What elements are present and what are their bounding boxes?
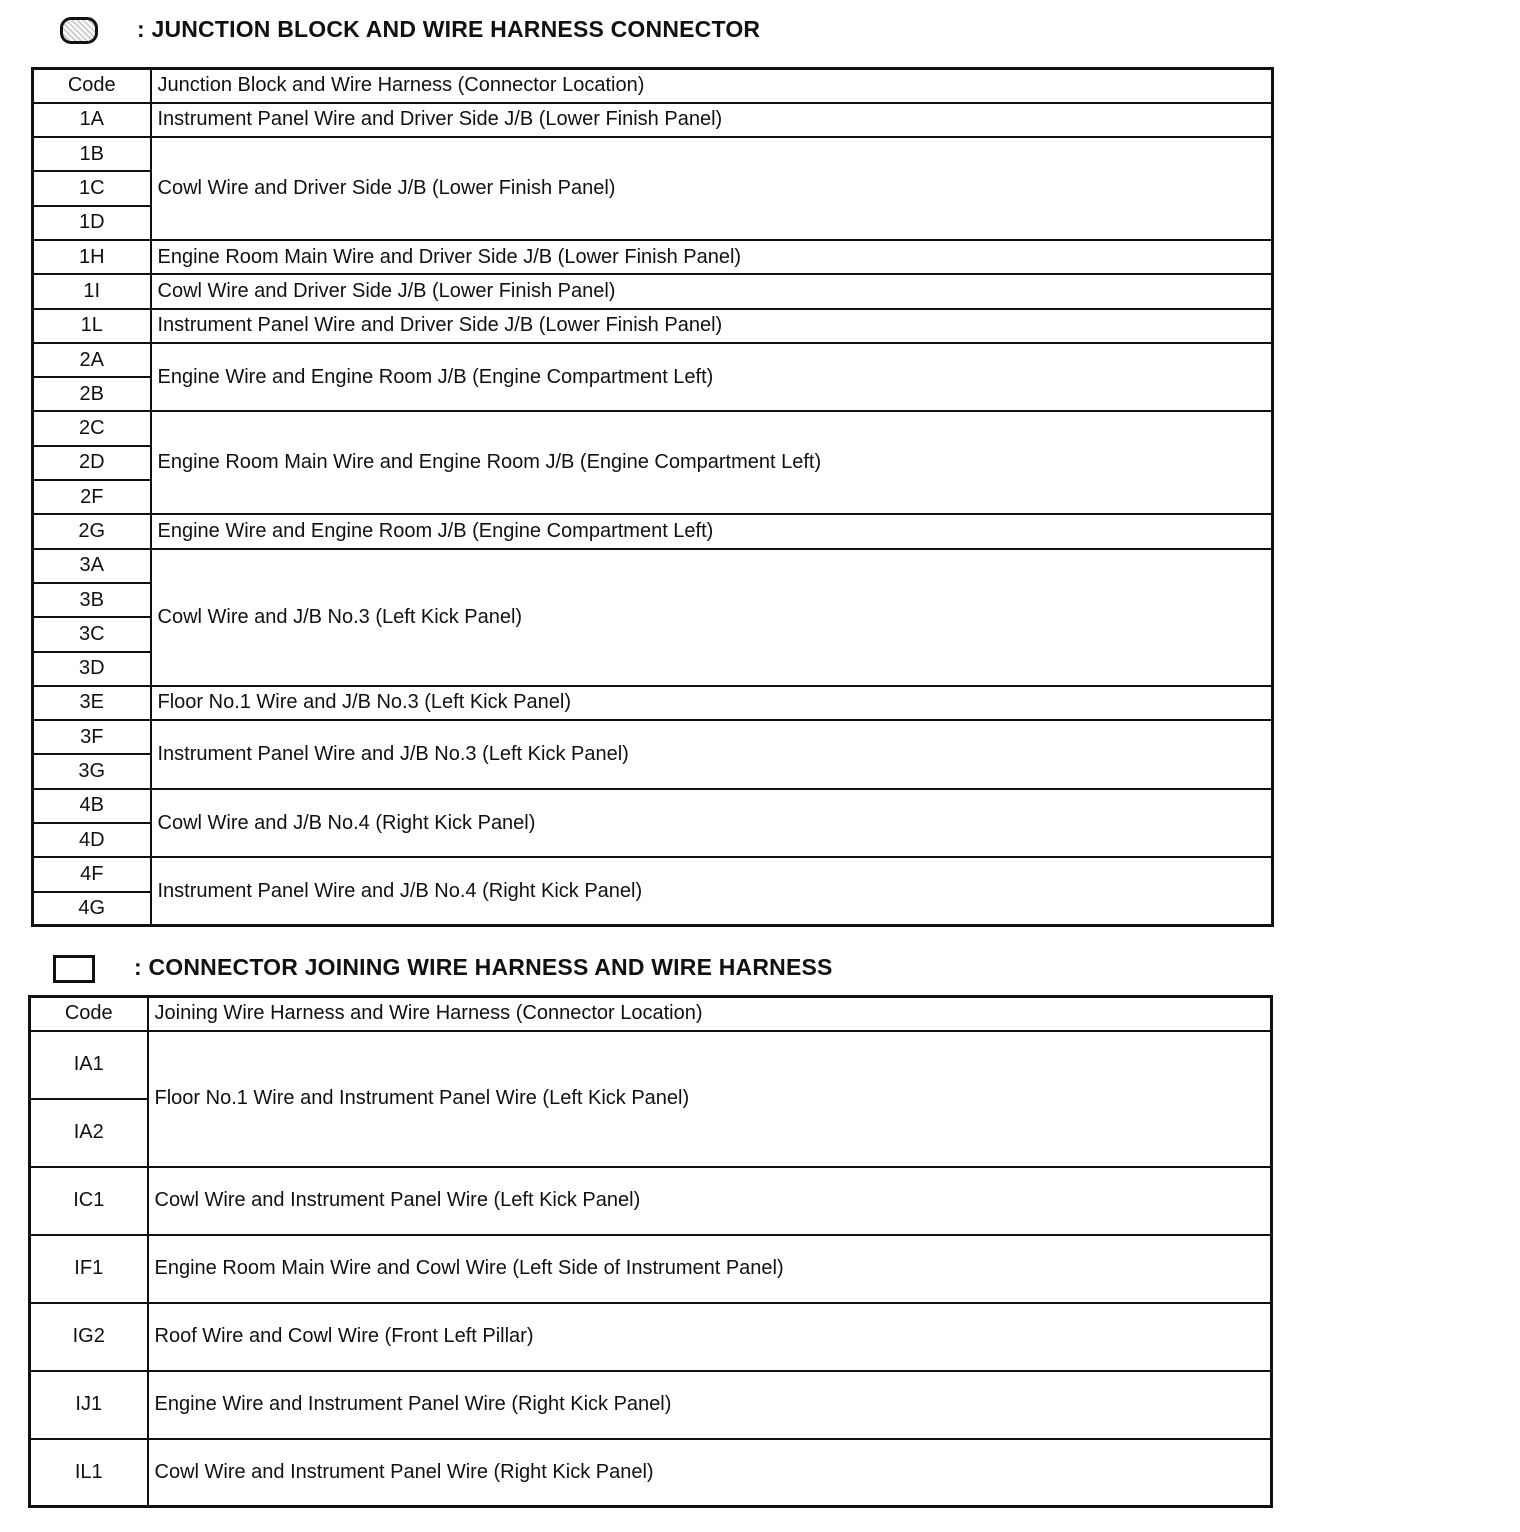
connector-code: IF1 — [30, 1235, 148, 1303]
connector-code: IA2 — [30, 1099, 148, 1167]
connector-location: Instrument Panel Wire and J/B No.3 (Left Kick Panel) — [151, 720, 1273, 789]
table-row — [33, 549, 1273, 583]
connector-code: 4F — [33, 857, 151, 891]
connector-section-title: : CONNECTOR JOINING WIRE HARNESS AND WIRE HARNESS — [134, 954, 833, 980]
connector-location: Engine Room Main Wire and Driver Side J/B (Lower Finish Panel) — [151, 240, 1273, 274]
connector-location: Cowl Wire and Instrument Panel Wire (Left Kick Panel) — [148, 1167, 1272, 1235]
connector-code: 1D — [33, 206, 151, 240]
connector-code: 2G — [33, 514, 151, 548]
connector-code: 3A — [33, 549, 151, 583]
code-column-header: Code — [30, 997, 148, 1031]
table-row — [30, 1031, 1272, 1099]
connector-location: Cowl Wire and Instrument Panel Wire (Right Kick Panel) — [148, 1439, 1272, 1507]
connector-code: 3G — [33, 754, 151, 788]
table-row — [30, 1371, 1272, 1439]
joining-connector-table — [28, 995, 1273, 1508]
table-row — [33, 411, 1273, 445]
connector-code: 1I — [33, 274, 151, 308]
connector-location: Instrument Panel Wire and J/B No.4 (Right Kick Panel) — [151, 857, 1273, 926]
code-column-header: Code — [33, 69, 151, 103]
connector-code: 2B — [33, 377, 151, 411]
connector-code: 4D — [33, 823, 151, 857]
table-row — [33, 343, 1273, 377]
connector-location: Engine Wire and Engine Room J/B (Engine Compartment Left) — [151, 514, 1273, 548]
connector-code: 3B — [33, 583, 151, 617]
connector-code: 3D — [33, 652, 151, 686]
connector-location: Engine Wire and Instrument Panel Wire (Right Kick Panel) — [148, 1371, 1272, 1439]
connector-code: 3E — [33, 686, 151, 720]
connector-code: 4G — [33, 892, 151, 926]
connector-code: 1L — [33, 309, 151, 343]
location-column-header: Junction Block and Wire Harness (Connector Location) — [151, 69, 1273, 103]
location-column-header: Joining Wire Harness and Wire Harness (Connector Location) — [148, 997, 1272, 1031]
table-row — [33, 309, 1273, 343]
table-row — [30, 1439, 1272, 1507]
table-row — [33, 274, 1273, 308]
table-row — [33, 103, 1273, 137]
connector-location: Cowl Wire and J/B No.4 (Right Kick Panel) — [151, 789, 1273, 858]
table-row — [33, 857, 1273, 891]
connector-code: IG2 — [30, 1303, 148, 1371]
connector-code: 2A — [33, 343, 151, 377]
table-row — [33, 789, 1273, 823]
connector-code: 2C — [33, 411, 151, 445]
connector-location: Instrument Panel Wire and Driver Side J/B (Lower Finish Panel) — [151, 103, 1273, 137]
connector-location: Cowl Wire and Driver Side J/B (Lower Finish Panel) — [151, 137, 1273, 240]
table-row — [33, 514, 1273, 548]
table-row — [30, 1235, 1272, 1303]
connector-code: 1C — [33, 171, 151, 205]
connector-location: Engine Wire and Engine Room J/B (Engine Compartment Left) — [151, 343, 1273, 412]
table-row — [33, 686, 1273, 720]
connector-symbol-icon — [53, 955, 95, 983]
table-row — [33, 137, 1273, 171]
connector-code: 3C — [33, 617, 151, 651]
connector-code: IJ1 — [30, 1371, 148, 1439]
connector-code: 1B — [33, 137, 151, 171]
table-header-row — [33, 69, 1273, 103]
connector-code: 2F — [33, 480, 151, 514]
connector-location: Engine Room Main Wire and Cowl Wire (Left Side of Instrument Panel) — [148, 1235, 1272, 1303]
connector-code: 1H — [33, 240, 151, 274]
connector-location: Floor No.1 Wire and J/B No.3 (Left Kick Panel) — [151, 686, 1273, 720]
junction-block-section-title: : JUNCTION BLOCK AND WIRE HARNESS CONNECTOR — [137, 16, 761, 42]
connector-location: Floor No.1 Wire and Instrument Panel Wire (Left Kick Panel) — [148, 1031, 1272, 1167]
table-row — [30, 1303, 1272, 1371]
junction-block-symbol-icon — [60, 17, 98, 44]
connector-code: 2D — [33, 446, 151, 480]
connector-code: 4B — [33, 789, 151, 823]
connector-code: 3F — [33, 720, 151, 754]
connector-location: Roof Wire and Cowl Wire (Front Left Pillar) — [148, 1303, 1272, 1371]
connector-location: Cowl Wire and Driver Side J/B (Lower Finish Panel) — [151, 274, 1273, 308]
connector-location: Engine Room Main Wire and Engine Room J/B (Engine Compartment Left) — [151, 411, 1273, 514]
connector-code: IA1 — [30, 1031, 148, 1099]
connector-code: 1A — [33, 103, 151, 137]
connector-code: IL1 — [30, 1439, 148, 1507]
table-row — [30, 1167, 1272, 1235]
table-row — [33, 240, 1273, 274]
connector-location: Cowl Wire and J/B No.3 (Left Kick Panel) — [151, 549, 1273, 686]
connector-location: Instrument Panel Wire and Driver Side J/B (Lower Finish Panel) — [151, 309, 1273, 343]
connector-code: IC1 — [30, 1167, 148, 1235]
junction-block-table — [31, 67, 1274, 927]
table-header-row — [30, 997, 1272, 1031]
table-row — [33, 720, 1273, 754]
